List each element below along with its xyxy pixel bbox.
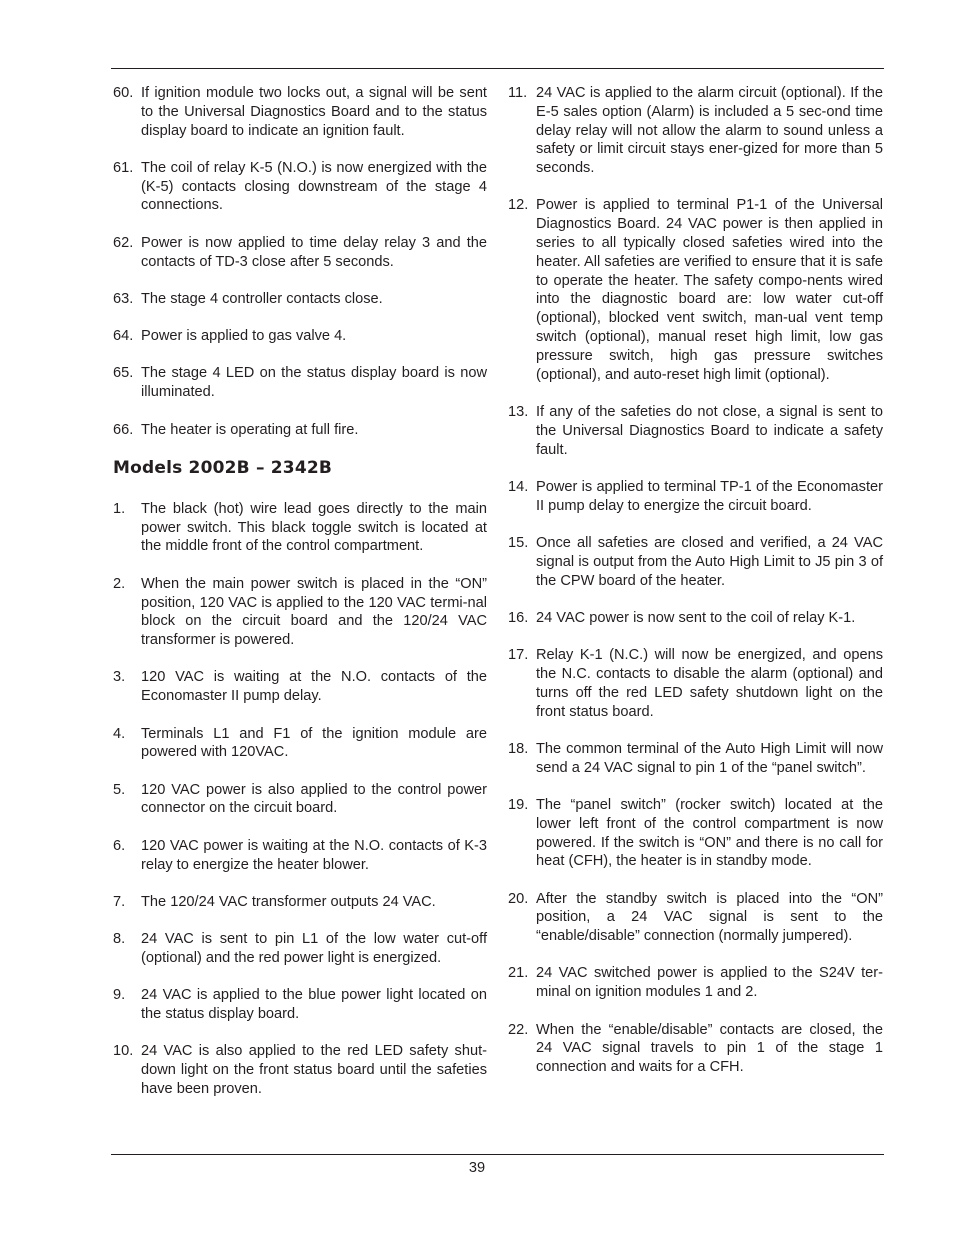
item-number: 19.: [508, 796, 529, 813]
item-text: The stage 4 controller contacts close.: [141, 290, 383, 307]
list-item: [508, 796, 883, 871]
item-text: The heater is operating at full fire.: [141, 421, 359, 438]
item-text: Terminals L1 and F1 of the ignition module are powered with 120VAC.: [141, 725, 487, 761]
item-text: 120 VAC power is also applied to the control power connector on the circuit board.: [141, 781, 487, 817]
list-item: [508, 534, 883, 590]
item-number: 3.: [113, 669, 126, 686]
list-item: [113, 893, 487, 912]
list-item: [113, 327, 487, 346]
item-number: 1.: [113, 500, 126, 517]
list-item: [113, 364, 487, 402]
item-text: 24 VAC is applied to the alarm circuit (optional). If the E-5 sales option (Alarm) is included a 5 sec-ond time delay relay will not allow the alarm to sound unless a safety or limit circuit stays ener-gized for more than 5 seconds.: [536, 85, 883, 177]
item-text: When the main power switch is placed in the “ON” position, 120 VAC is applied to the 120 VAC termi-nal block on the circuit board and the 120/24 VAC transformer is powered.: [141, 575, 487, 649]
item-text: 120 VAC power is waiting at the N.O. contacts of K-3 relay to energize the heater blower.: [141, 837, 487, 873]
item-number: 18.: [508, 740, 529, 757]
item-text: Power is now applied to time delay relay 3 and the contacts of TD-3 close after 5 seconds.: [141, 234, 487, 270]
item-number: 60.: [113, 85, 134, 101]
list-item: [113, 234, 487, 272]
item-number: 5.: [113, 781, 126, 798]
item-text: If ignition module two locks out, a signal will be sent to the Universal Diagnostics Board and to the status display board to indicate an ignition fault.: [141, 85, 487, 139]
item-text: Power is applied to terminal TP-1 of the Economaster II pump delay to energize the circuit board.: [536, 478, 883, 514]
item-number: 12.: [508, 197, 529, 214]
item-text: 24 VAC power is now sent to the coil of relay K-1.: [536, 609, 856, 626]
left-top-list: [113, 84, 487, 439]
item-number: 14.: [508, 478, 529, 495]
page-number: 39: [468, 1160, 486, 1176]
list-item: [508, 646, 883, 721]
left-column: [113, 84, 487, 1117]
item-number: 22.: [508, 1021, 529, 1038]
item-number: 62.: [113, 234, 134, 251]
item-number: 9.: [113, 987, 126, 1004]
header-rule: [111, 68, 884, 69]
list-item: [113, 1042, 487, 1098]
list-item: [113, 930, 487, 968]
list-item: [113, 575, 487, 650]
item-number: 13.: [508, 403, 529, 420]
item-number: 8.: [113, 931, 126, 948]
list-item: [113, 837, 487, 875]
list-item: [113, 290, 487, 309]
item-number: 16.: [508, 609, 529, 626]
item-text: The stage 4 LED on the status display board is now illuminated.: [141, 365, 487, 401]
item-number: 15.: [508, 534, 529, 551]
list-item: [508, 196, 883, 384]
list-item: [508, 1021, 883, 1077]
item-number: 2.: [113, 575, 126, 592]
list-item: [113, 159, 487, 215]
item-text: 24 VAC is sent to pin L1 of the low water cut-off (optional) and the red power light is energized.: [141, 931, 487, 966]
item-text: Power is applied to terminal P1-1 of the Universal Diagnostics Board. 24 VAC power is then applied in series to all typically closed safeties wired into the heater. All safeties are verified to ensure that it is safe to operate the heater. The safety compo-nents wired into the diagnostic board are: low water cut-off (optional), blocked vent switch, man-ual vent temp switch (optional), manual reset high limit, low gas pressure switch, high gas pressure switches (optional), and auto-reset high limit (optional).: [536, 197, 883, 383]
list-item: [113, 421, 487, 440]
list-item: [113, 84, 487, 140]
item-number: 21.: [508, 965, 529, 982]
right-column: [508, 84, 883, 1095]
list-item: [508, 890, 883, 946]
item-number: 6.: [113, 837, 126, 854]
footer-rule: [111, 1154, 884, 1155]
list-item: [508, 478, 883, 516]
list-item: [113, 986, 487, 1024]
list-item: [508, 609, 883, 628]
item-number: 66.: [113, 421, 134, 438]
item-text: When the “enable/disable” contacts are closed, the 24 VAC signal travels to pin 1 of the stage 1 connection and waits for a CFH.: [536, 1021, 883, 1076]
item-text: Once all safeties are closed and verified, a 24 VAC signal is output from the Auto High Limit to J5 pin 3 of the CPW board of the heater.: [536, 534, 883, 589]
item-number: 11.: [508, 85, 528, 101]
item-number: 61.: [113, 159, 134, 176]
item-text: The “panel switch” (rocker switch) located at the lower left front of the control compartment is now powered. If the switch is “ON” and there is no call for heat (CFH), the heater is in standby mode.: [536, 796, 883, 870]
item-text: 120 VAC is waiting at the N.O. contacts of the Economaster II pump delay.: [141, 669, 487, 705]
item-text: 24 VAC switched power is applied to the S24V ter-minal on ignition modules 1 and 2.: [536, 965, 883, 1001]
item-number: 4.: [113, 725, 126, 742]
list-item: [113, 668, 487, 706]
list-item: [113, 781, 487, 819]
item-text: If any of the safeties do not close, a signal is sent to the Universal Diagnostics Board to indicate a safety fault.: [536, 403, 883, 458]
item-text: Power is applied to gas valve 4.: [141, 328, 347, 345]
item-text: The 120/24 VAC transformer outputs 24 VAC.: [141, 893, 436, 910]
item-number: 64.: [113, 328, 134, 345]
item-number: 20.: [508, 890, 529, 907]
list-item: [113, 500, 487, 556]
item-text: 24 VAC is applied to the blue power light located on the status display board.: [141, 987, 487, 1022]
item-text: The common terminal of the Auto High Limit will now send a 24 VAC signal to pin 1 of the “panel switch”.: [536, 740, 883, 776]
item-number: 10.: [113, 1043, 134, 1060]
item-text: The black (hot) wire lead goes directly to the main power switch. This black toggle switch is located at the middle front of the control compartment.: [141, 500, 487, 555]
item-text: The coil of relay K-5 (N.O.) is now energized with the (K-5) contacts closing downstream of the stage 4 connections.: [141, 159, 487, 214]
item-text: Relay K-1 (N.C.) will now be energized, and opens the N.C. contacts to disable the alarm (optional) and turns off the red LED safety shutdown light on the front status board.: [536, 647, 883, 720]
item-number: 63.: [113, 290, 134, 307]
item-number: 65.: [113, 365, 134, 382]
item-text: 24 VAC is also applied to the red LED safety shut-down light on the front status board until the safeties have been proven.: [141, 1043, 487, 1097]
list-item: [508, 84, 883, 178]
item-number: 17.: [508, 647, 529, 664]
list-item: [508, 740, 883, 778]
list-item: [113, 725, 487, 763]
item-text: After the standby switch is placed into the “ON” position, a 24 VAC signal is sent to the “enable/disable” connection (normally jumpered).: [536, 890, 883, 945]
list-item: [508, 964, 883, 1002]
section-heading: Models 2002B – 2342B: [113, 457, 333, 478]
left-bottom-list: [113, 500, 487, 1099]
item-number: 7.: [113, 893, 126, 910]
list-item: [508, 403, 883, 459]
